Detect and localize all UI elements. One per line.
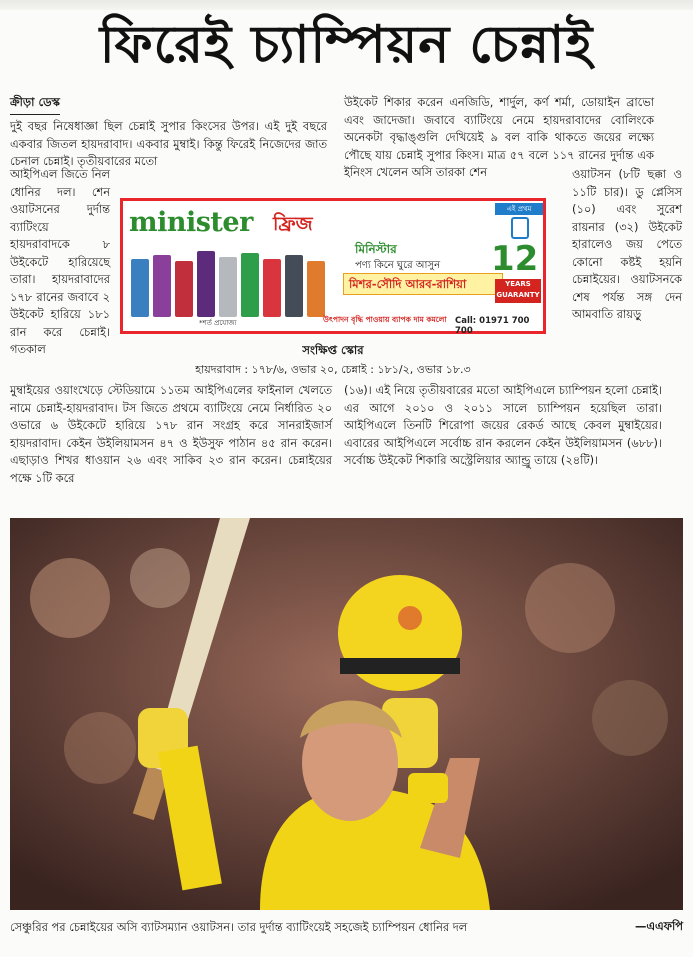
- photo-caption: সেঞ্চুরির পর চেন্নাইয়ের অসি ব্যাটসম্যান ওয়াটসন। তার দুর্দান্ত ব্যাটিংয়েই সহজেই চ্যাম্পিয়ন ধোনির দল: [10, 920, 468, 934]
- ad-footer: উৎপাদন বৃদ্ধি পাওয়ায় ব্যাপক দাম কমলো: [323, 315, 447, 324]
- ad-logo: minister: [129, 207, 253, 238]
- crane-hook-icon: [511, 217, 529, 239]
- ad-first-tag: এই প্রথম: [495, 203, 543, 215]
- photo-illustration: [10, 518, 683, 910]
- fridge-icon: [219, 257, 237, 317]
- previous-page-strip: [0, 0, 693, 10]
- desk-byline: ক্রীড়া ডেস্ক: [10, 94, 60, 115]
- fridge-icon: [131, 259, 149, 317]
- fridge-icon: [241, 253, 259, 317]
- article-left-narrow: আইপিএল জিতে নিল ধোনির দল। শেন ওয়াটসনের দুর্দান্ত ব্যাটিংয়ে হায়দরাবাদকে ৮ উইকেটে হারিয়েছে তারা। হায়দরাবাদের ১৭৮ রানের জবাবে ২ উইকেট হারিয়ে ১৮১ রান করে চেন্নাই। গতকাল: [10, 167, 110, 356]
- article-bottom-left: মুম্বাইয়ের ওয়াংখেড়ে স্টেডিয়ামে ১১তম আইপিএলের ফাইনাল খেলতে নামে চেন্নাই-হায়দরাবাদ। টস জিতে প্রথমে ব্যাটিংয়ে নেমে নির্ধারিত ২০ ওভারে ৬ উইকেটে হারিয়ে ১৭৮ রান সংগ্রহ করে সানরাইজার্স হায়দরাবাদ। কেইন উইলিয়ামসন ৪৭ ও ইউসুফ পাঠান ৪৫ রান করেন। এছাড়াও শিখর ধাওয়ান ২৬ এবং সাকিব ২৩ রান করেন। চেন্নাইয়ের পক্ষে ১টি করে: [10, 383, 332, 485]
- fridge-icon: [197, 251, 215, 317]
- fridge-icon: [307, 261, 325, 317]
- scorecard-line: হায়দরাবাদ : ১৭৮/৬, ওভার ২০, চেন্নাই : ১৮১/২, ওভার ১৮.৩: [195, 363, 471, 376]
- article-right-para: উইকেট শিকার করেন এনজিডি, শার্দুল, কর্ণ শর্মা, ডোয়াইন ব্রাভো এবং জাদেজা। জবাবে ব্যাটিংয়ে নেমে হায়দরাবাদের বোলিংকে অনেকটা বৃদ্ধাঙ্গুলি দেখিয়েই ৯ বল বাকি থাকতে জয়ের লক্ষ্যে পৌছে যায় চেন্নাই সুপার কিংস। মাত্র ৫৭ বলে ১১৭ রানের দুর্দান্ত এক ইনিংস খেলেন অসি তারকা শেন: [344, 95, 654, 179]
- photo-credit: —এএফপি: [634, 919, 683, 933]
- fridge-illustration: [131, 249, 371, 317]
- advertisement[interactable]: [120, 198, 546, 334]
- fridge-icon: [285, 255, 303, 317]
- ad-years: 12: [491, 239, 539, 279]
- article-bottom-right: (১৬)। এই নিয়ে তৃতীয়বারের মতো আইপিএলে চ্যাম্পিয়ন হলো চেন্নাই। এর আগে ২০১০ ও ২০১১ সালে চ্যাম্পিয়ন হয়েছিল তারা। আইপিএলে তিনটি শিরোপা জয়ের রেকর্ড আছে কেবল মুম্বাইয়ের। এবারের আইপিএলে সর্বোচ্চ রান করলেন কেইন উইলিয়ামসন (৬৮৮)। সর্বোচ্চ উইকেট শিকারি অস্ট্রেলিয়ার অ্যান্ড্রু তায়ে (২৪টি)।: [344, 383, 662, 467]
- fridge-icon: [175, 261, 193, 317]
- scorecard-title: সংক্ষিপ্ত স্কোর: [302, 343, 364, 357]
- fridge-icon: [153, 255, 171, 317]
- ad-slogan: পণ্য কিনে ঘুরে আসুন: [355, 260, 441, 271]
- fridge-icon: [263, 259, 281, 317]
- article-left-para: দুই বছর নিষেধাজ্ঞা ছিল চেন্নাই সুপার কিংসের উপর। এই দুই বছরে একবার জিতল হায়দরাবাদ। একবার মুম্বাই। কিন্তু ফিরেই নিজেদের জাত চেনাল চেন্নাই। তৃতীয়বারের মতো: [10, 119, 327, 168]
- ad-destinations: মিশর-সৌদি আরব-রাশিয়া: [349, 277, 467, 291]
- ad-terms-note: *শর্ত প্রযোজ্য: [199, 319, 237, 327]
- ad-call[interactable]: Call: 01971 700 700: [455, 316, 530, 336]
- article-right-narrow: ওয়াটসন (৮টি ছক্কা ও ১১টি চার)। ডু প্লেসিস (১০) এবং সুরেশ রায়নার (৩২) উইকেট হারালেও জয় পেতে কোনো কষ্টই হয়নি চেন্নাইয়ের। ওয়াটসনকে শেষ পর্যন্ত সঙ্গ দেন আমবাতি রায়ড়ু: [572, 167, 682, 321]
- ad-years-label: YEARS GUARANTY: [495, 279, 541, 303]
- headline: ফিরেই চ্যাম্পিয়ন চেন্নাই: [99, 15, 594, 75]
- ad-product: ফ্রিজ: [273, 213, 313, 235]
- cricketer-celebrating-photo: [10, 518, 683, 910]
- ad-brand-bn: মিনিস্টার: [355, 242, 397, 256]
